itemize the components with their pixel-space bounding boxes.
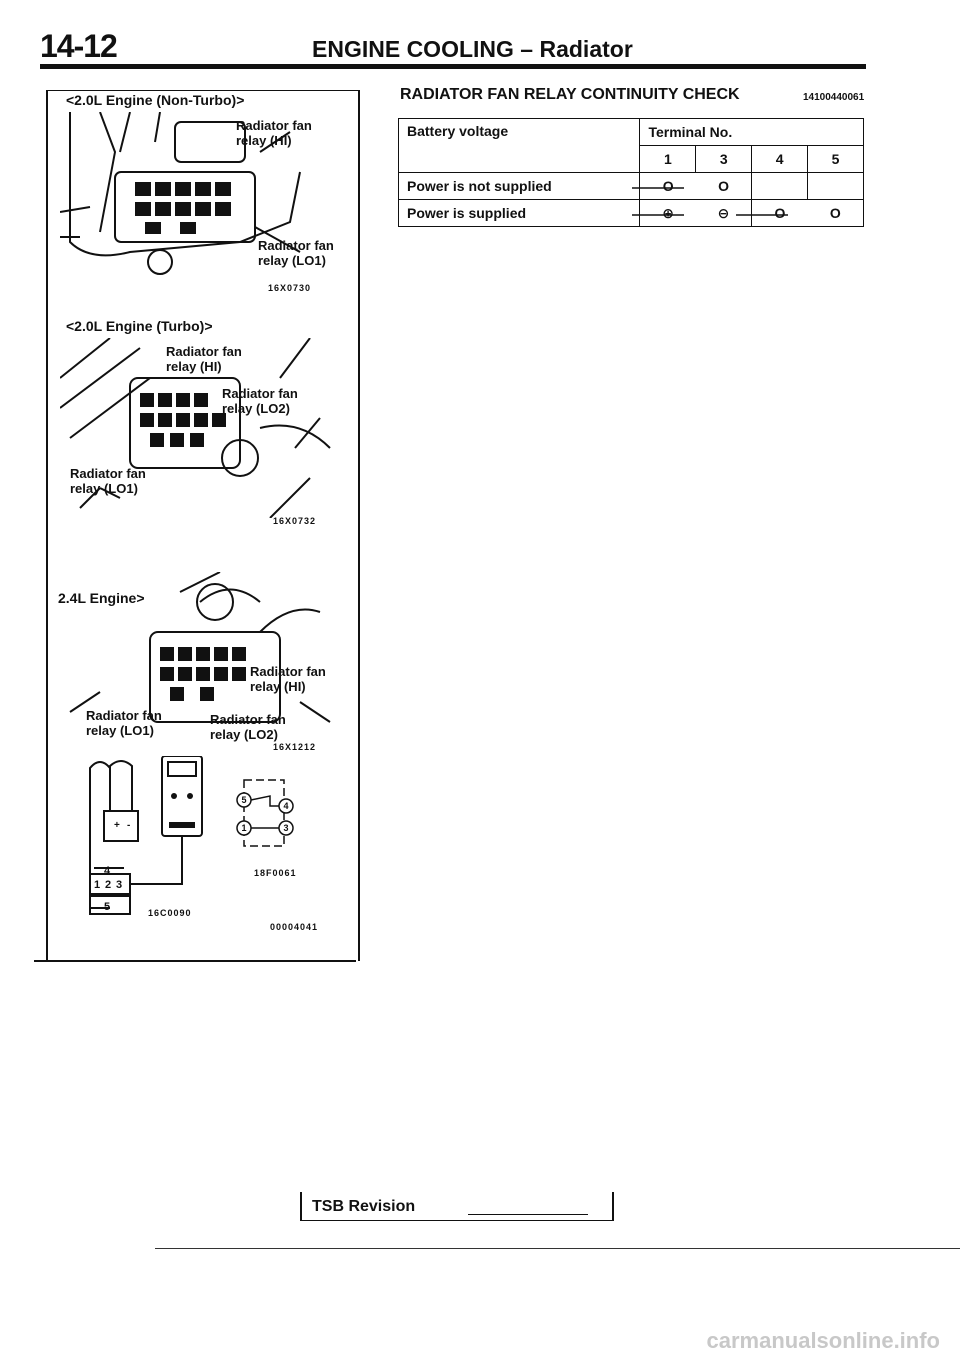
relay-circuit-diagram <box>230 778 300 848</box>
battery-minus-label: - <box>127 820 131 831</box>
callout-relay-hi: Radiator fan relay (HI) <box>236 118 312 148</box>
relay-circuit-illustration <box>230 778 300 848</box>
row-label: Power is not supplied <box>399 173 640 200</box>
header-rule <box>40 64 866 69</box>
figure-code: 16X1212 <box>273 742 317 752</box>
battery-plus-label: + <box>114 820 120 831</box>
continuity-cell: ⊖ <box>696 200 752 227</box>
page-title: ENGINE COOLING – Radiator <box>312 36 633 62</box>
figure-label-non-turbo: <2.0L Engine (Non-Turbo)> <box>66 92 245 108</box>
figure-label-turbo: <2.0L Engine (Turbo)> <box>66 318 213 334</box>
watermark: carmanualsonline.info <box>706 1328 940 1353</box>
callout-relay-lo1: Radiator fan relay (LO1) <box>86 708 162 738</box>
continuity-cell: ⊕ <box>640 200 696 227</box>
callout-relay-hi: Radiator fan relay (HI) <box>250 664 326 694</box>
callout-relay-lo2: Radiator fan relay (LO2) <box>210 712 286 742</box>
footer-rule <box>155 1248 960 1249</box>
relay-pin-label: 5 <box>241 795 247 805</box>
tsb-revision-label: TSB Revision <box>312 1198 416 1215</box>
relay-terminal-label: 4 <box>104 865 111 877</box>
terminal-number: 1 <box>640 146 696 173</box>
section-title: RADIATOR FAN RELAY CONTINUITY CHECK <box>400 86 740 103</box>
row-label: Power is supplied <box>399 200 640 227</box>
continuity-cell: O <box>696 173 752 200</box>
page-number: 14-12 <box>40 28 117 64</box>
continuity-cell: O <box>640 173 696 200</box>
section-code: 14100440061 <box>803 92 865 103</box>
terminal-number: 4 <box>752 146 808 173</box>
relay-terminal-label: 1 <box>94 879 101 891</box>
relay-pin-label: 1 <box>241 823 247 833</box>
figure-code: 16X0730 <box>268 283 312 293</box>
multimeter-illustration <box>84 756 234 921</box>
tsb-revision-line <box>468 1214 588 1215</box>
figure-meter-test <box>84 756 234 921</box>
relay-pin-label: 3 <box>283 823 289 833</box>
continuity-cell: O <box>808 200 864 227</box>
callout-relay-lo2: Radiator fan relay (LO2) <box>222 386 298 416</box>
figure-code: 18F0061 <box>254 868 297 878</box>
figure-code: 16C0090 <box>148 908 192 918</box>
figure-code: 16X0732 <box>273 516 317 526</box>
terminal-number: 3 <box>696 146 752 173</box>
column-header-terminal-no: Terminal No. <box>640 119 864 146</box>
callout-relay-hi: Radiator fan relay (HI) <box>166 344 242 374</box>
figure-panel-bottom-rule <box>34 960 356 962</box>
relay-terminal-label: 5 <box>104 901 111 913</box>
table-header-row <box>399 119 864 146</box>
callout-relay-lo1: Radiator fan relay (LO1) <box>70 466 146 496</box>
relay-terminal-label: 2 <box>105 879 112 891</box>
continuity-cell: O <box>752 200 808 227</box>
figure-label-2-4l: 2.4L Engine> <box>58 590 145 606</box>
terminal-number: 5 <box>808 146 864 173</box>
continuity-connector-lines <box>608 180 868 240</box>
figure-code: 00004041 <box>270 922 319 932</box>
callout-relay-lo1: Radiator fan relay (LO1) <box>258 238 334 268</box>
relay-pin-label: 4 <box>283 801 289 811</box>
relay-terminal-label: 3 <box>116 879 123 891</box>
column-header-battery-voltage: Battery voltage <box>399 119 640 173</box>
